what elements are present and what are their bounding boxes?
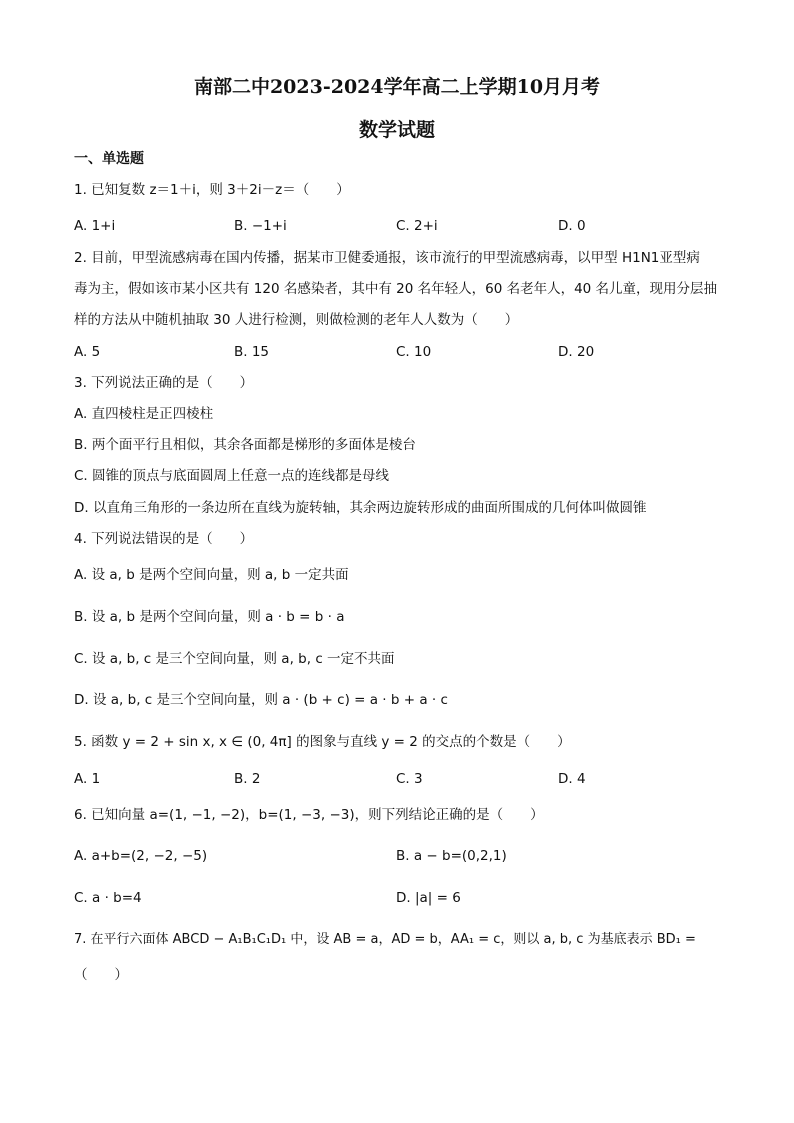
q3-option-d: D. 以直角三角形的一条边所在直线为旋转轴，其余两边旋转形成的曲面所围成的几何体叫做圆锥 [74, 500, 647, 516]
q4-option-c: C. 设 a, b, c 是三个空间向量，则 a, b, c 一定不共面 [74, 651, 395, 667]
q4-option-a: A. 设 a, b 是两个空间向量，则 a, b 一定共面 [74, 567, 349, 583]
question-2-line-2: 毒为主，假如该市某小区共有 120 名感染者，其中有 20 名年轻人，60 名老年人，40 名儿童，现用分层抽 [74, 281, 718, 297]
q6-option-d: D. |a| = 6 [396, 890, 461, 906]
q6-option-b: B. a − b=(0,2,1) [396, 848, 507, 864]
q1-option-c: C. 2+i [396, 218, 438, 234]
q5-option-b: B. 2 [234, 771, 261, 787]
question-2-line-1: 2. 目前，甲型流感病毒在国内传播，据某市卫健委通报，该市流行的甲型流感病毒，以甲型 H1N1亚型病 [74, 250, 700, 266]
page-title: 南部二中2023-2024学年高二上学期10月月考 [193, 76, 601, 98]
q6-option-c: C. a · b=4 [74, 890, 142, 906]
question-4-stem: 4. 下列说法错误的是（ ） [74, 531, 254, 547]
question-3-stem: 3. 下列说法正确的是（ ） [74, 375, 254, 391]
q1-option-b: B. −1+i [234, 218, 287, 234]
q5-option-c: C. 3 [396, 771, 423, 787]
q3-option-b: B. 两个面平行且相似，其余各面都是梯形的多面体是棱台 [74, 437, 416, 453]
q3-option-c: C. 圆锥的顶点与底面圆周上任意一点的连线都是母线 [74, 468, 390, 484]
q5-option-d: D. 4 [558, 771, 586, 787]
question-7-line-2: （ ） [74, 967, 128, 983]
question-2-line-3: 样的方法从中随机抽取 30 人进行检测，则做检测的老年人人数为（ ） [74, 312, 519, 328]
q6-option-a: A. a+b=(2, −2, −5) [74, 848, 208, 864]
q2-option-d: D. 20 [558, 344, 595, 360]
q1-option-d: D. 0 [558, 218, 586, 234]
question-7-line-1: 7. 在平行六面体 ABCD − A₁B₁C₁D₁ 中，设 AB = a，AD = b，AA₁ = c，则以 a, b, c 为基底表示 BD₁ = [74, 932, 696, 947]
q4-option-b: B. 设 a, b 是两个空间向量，则 a · b = b · a [74, 609, 345, 625]
q2-option-c: C. 10 [396, 344, 432, 360]
question-5-stem: 5. 函数 y = 2 + sin x, x ∈ (0, 4π] 的图象与直线 y = 2 的交点的个数是（ ） [74, 734, 571, 750]
q2-option-a: A. 5 [74, 344, 101, 360]
question-1-stem: 1. 已知复数 z＝1＋i，则 3＋2i－z＝（ ） [74, 182, 350, 198]
q2-option-b: B. 15 [234, 344, 270, 360]
q1-option-a: A. 1+i [74, 218, 116, 234]
section-heading: 一、单选题 [74, 151, 144, 167]
q3-option-a: A. 直四棱柱是正四棱柱 [74, 406, 214, 422]
question-6-stem: 6. 已知向量 a=(1, −1, −2)，b=(1, −3, −3)，则下列结论正确的是（ ） [74, 807, 544, 823]
page-subtitle: 数学试题 [358, 119, 435, 141]
q5-option-a: A. 1 [74, 771, 101, 787]
q4-option-d: D. 设 a, b, c 是三个空间向量，则 a · (b + c) = a · b + a · c [74, 692, 448, 708]
